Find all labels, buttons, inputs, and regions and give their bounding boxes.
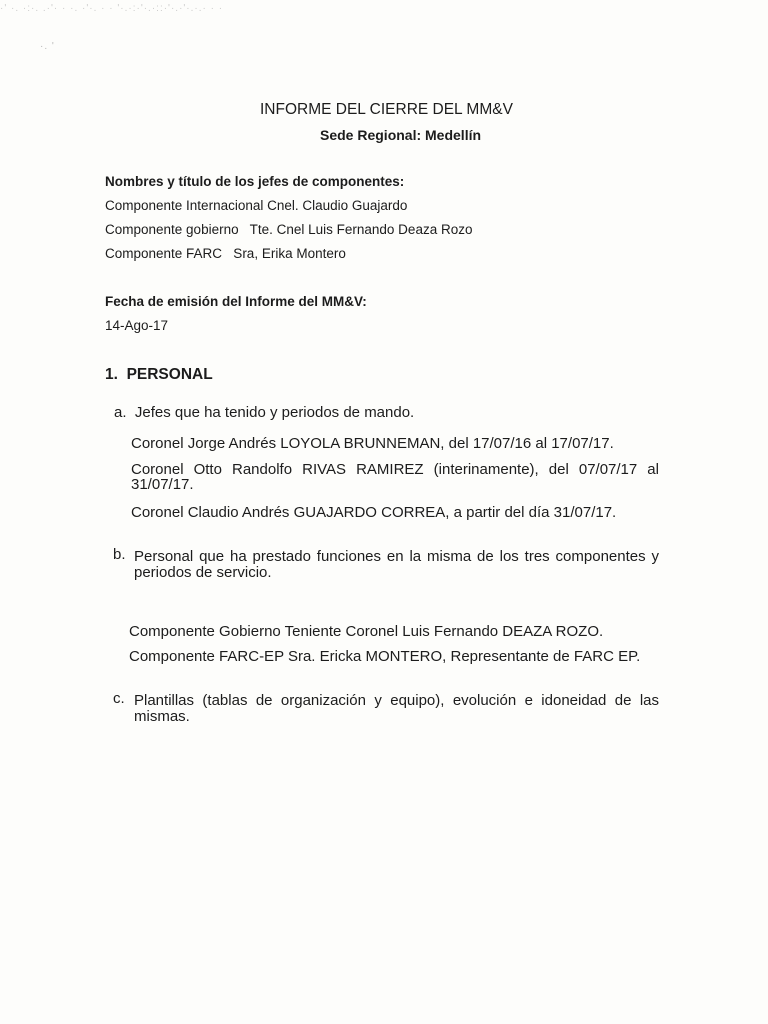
item-a-marker: a.: [114, 404, 127, 421]
fecha-value: 14-Ago-17: [105, 318, 169, 333]
componente-farc: Componente FARC Sra, Erika Montero: [105, 246, 346, 261]
componente-internacional: Componente Internacional Cnel. Claudio Guajardo: [105, 198, 408, 213]
report-subtitle: Sede Regional: Medellín: [320, 127, 482, 143]
item-b-marker: b.: [113, 546, 126, 563]
scan-noise-mark: ·' ·. ·:·. .·'· · ·. ·'·. · · '·.·:·'·.·::·'·.·'·.·.· · ·: [0, 3, 224, 14]
personal-line-2: Componente FARC-EP Sra. Ericka MONTERO, Representante de FARC EP.: [129, 648, 641, 665]
section-1-heading: [105, 366, 213, 384]
section-title: PERSONAL: [126, 366, 213, 383]
jefe-line-1: Coronel Jorge Andrés LOYOLA BRUNNEMAN, del 17/07/16 al 17/07/17.: [131, 435, 614, 452]
jefe-line-2: Coronel Otto Randolfo RIVAS RAMIREZ (interinamente), del 07/07/17 al: [131, 461, 659, 478]
item-c-text-line2: mismas.: [134, 708, 190, 725]
section-number: 1.: [105, 366, 118, 383]
item-c-marker: c.: [113, 690, 125, 707]
item-a: [114, 404, 414, 421]
item-b-text-line1: Personal que ha prestado funciones en la misma de los tres componentes y: [134, 548, 659, 565]
scan-noise-mark: ·. ': [40, 41, 55, 52]
personal-line-1: Componente Gobierno Teniente Coronel Luis Fernando DEAZA ROZO.: [129, 623, 604, 640]
item-c-text-line1: Plantillas (tablas de organización y equipo), evolución e idoneidad de las: [134, 692, 659, 709]
jefe-line-3: Coronel Claudio Andrés GUAJARDO CORREA, a partir del día 31/07/17.: [131, 504, 617, 521]
componente-gobierno: Componente gobierno Tte. Cnel Luis Fernando Deaza Rozo: [105, 222, 473, 237]
fecha-heading: Fecha de emisión del Informe del MM&V:: [105, 294, 367, 309]
item-a-text: Jefes que ha tenido y periodos de mando.: [134, 404, 415, 421]
item-b-text-line2: periodos de servicio.: [134, 564, 272, 581]
jefes-heading: Nombres y título de los jefes de componentes:: [105, 174, 405, 189]
report-title: INFORME DEL CIERRE DEL MM&V: [260, 101, 513, 118]
jefe-line-2-cont: 31/07/17.: [131, 476, 194, 493]
